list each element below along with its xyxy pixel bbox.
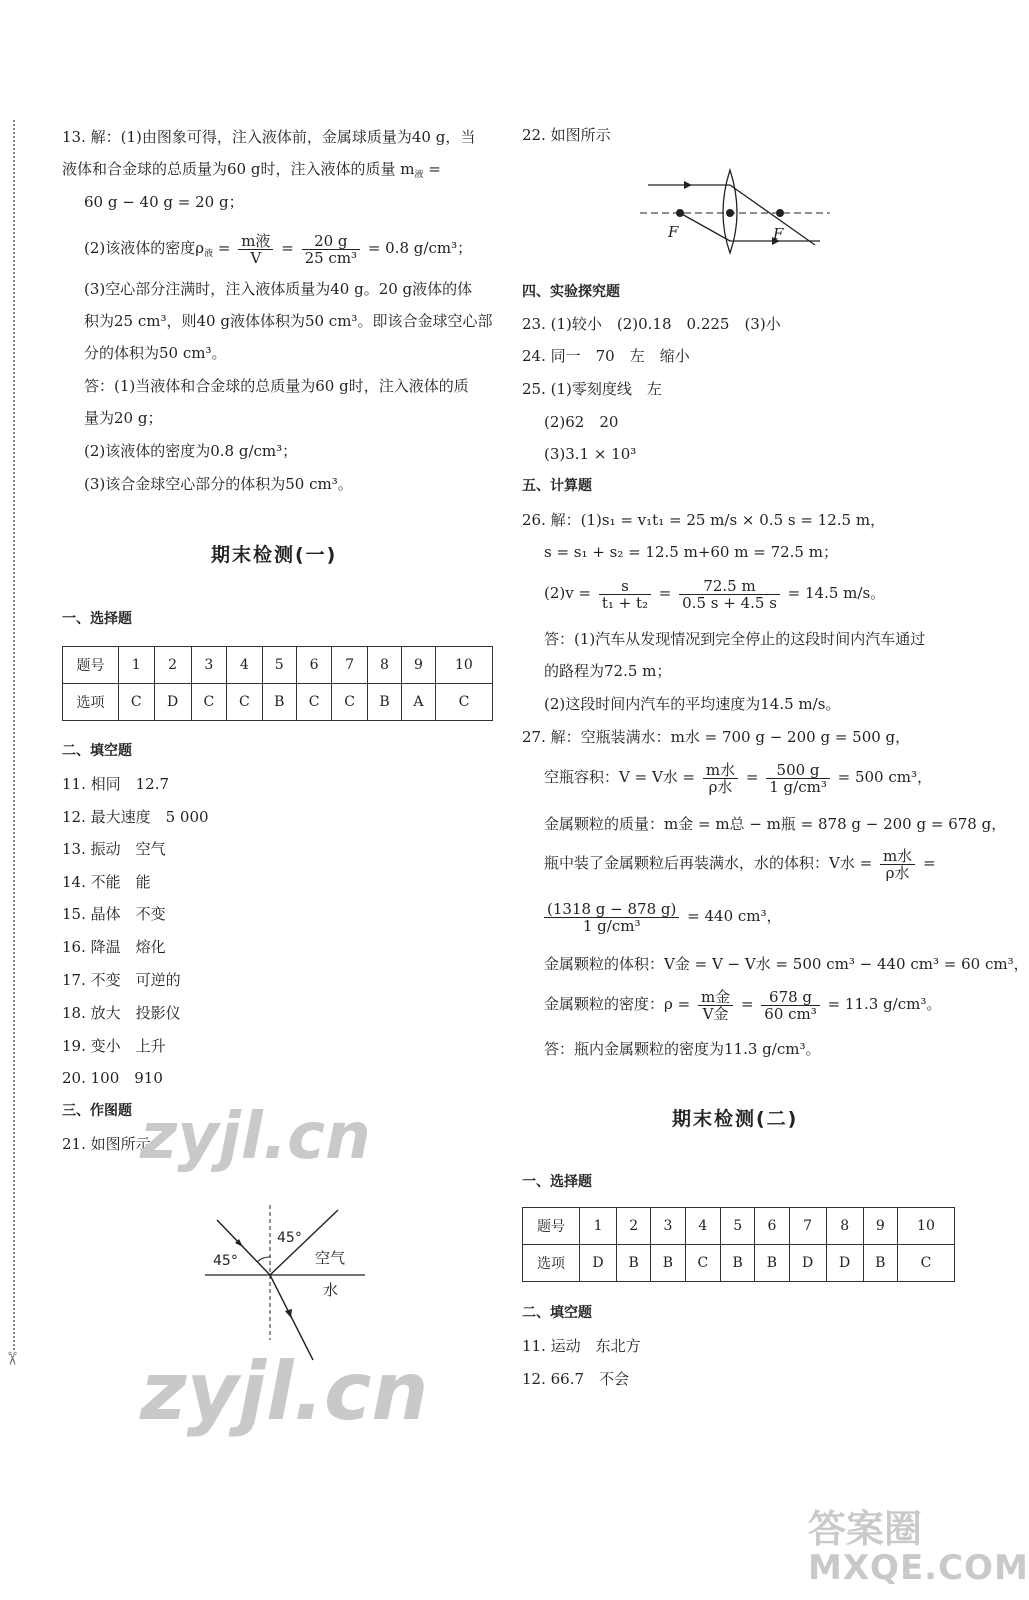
table-cell: B [617,1245,651,1282]
watermark-zyjl: zyjl.cn [140,1345,429,1438]
exp-item: 25. (1)零刻度线 左 [522,380,662,398]
table-cell: 3 [191,647,227,684]
q22-label: 22. 如图所示 [522,126,611,144]
fraction: $\frac{20 g}{\text{25 cm³}}$ [302,233,361,266]
fraction: $\frac{500 g}{\text{1 g/cm³}}$ [766,762,830,795]
q13-line7: 分的体积为50 cm³。 [84,344,227,362]
table-row [523,1208,955,1245]
watermark-daan: 答案圈 [808,1507,923,1551]
q13-line8: 答：(1)当液体和合金球的总质量为60 g时，注入液体的质 [84,377,469,395]
q26-speed-formula: (2)v = $\frac{s}{\text{t₁ + t₂}}$ = $\frac{72.5 m}{0.5 s + 4.5 s}$ = 14.5 m/s。 [544,576,886,612]
exam2-sec1: 一、选择题 [522,1174,592,1190]
q26-line4: 答：(1)汽车从发现情况到完全停止的这段时间内汽车通过 [544,630,926,648]
watermark-mxqe: MXQE.COM [808,1548,1029,1588]
table-cell: 9 [863,1208,897,1245]
table-cell: 8 [826,1208,863,1245]
table-cell: C [685,1245,721,1282]
table-cell: D [580,1245,617,1282]
fill-item: 19. 变小 上升 [62,1037,166,1055]
table-cell: B [262,684,296,721]
fraction: $\frac{(1318 g - 878 g)}{\text{1 g/cm³}}$ [544,901,679,934]
table-cell: C [119,684,155,721]
focal-point [676,209,684,217]
table-cell: D [789,1245,826,1282]
exam2-title: 期末检测(二) [672,1108,799,1130]
focal-label: F [668,223,679,241]
table-cell: D [826,1245,863,1282]
optical-center [726,209,734,217]
fill-item: 13. 振动 空气 [62,840,166,858]
fill-item: 11. 运动 东北方 [522,1337,641,1355]
angle-label: 45° [277,1230,302,1246]
scissors-icon: ✂ [1,1350,23,1367]
q13-line11: (3)该合金球空心部分的体积为50 cm³。 [84,475,353,493]
fill-item: 20. 100 910 [62,1069,163,1087]
table-row [63,647,493,684]
exam1-sec3: 三、作图题 [62,1103,132,1119]
fill-item: 12. 最大速度 5 000 [62,808,209,826]
q13-line1: 13. 解：(1)由图象可得，注入液体前，金属球质量为40 g，当 [62,128,476,146]
q27-density-formula: 金属颗粒的密度：ρ = $\frac{\text{m金}}{\text{V金}}$ = $\frac{678 g}{\text{60 cm³}}$ = 11.3 g/cm³。 [544,987,942,1023]
table-head: 选项 [63,684,119,721]
table-cell: 10 [897,1208,954,1245]
table-cell: C [435,684,492,721]
table-cell: 2 [617,1208,651,1245]
fraction: $\frac{678 g}{\text{60 cm³}}$ [761,989,820,1022]
q27-line3: 金属颗粒的质量：m金 = m总 − m瓶 = 878 g − 200 g = 678 g， [544,815,1007,833]
table-cell: D [154,684,191,721]
table-cell: 2 [154,647,191,684]
q27-line6: 金属颗粒的体积：V金 = V − V水 = 500 cm³ − 440 cm³ = 60 cm³， [544,955,1029,973]
fraction: $\frac{\text{m水}}{\text{ρ水}}$ [703,762,738,795]
arrow-icon [285,1309,292,1318]
fill-item: 15. 晶体 不变 [62,905,166,923]
fraction: $\frac{\text{m金}}{\text{V金}}$ [698,989,733,1022]
q26-line1: 26. 解：(1)s₁ = v₁t₁ = 25 m/s × 0.5 s = 12.5 m， [522,511,886,529]
fraction: $\frac{s}{\text{t₁ + t₂}}$ [599,578,651,611]
fill-item: 14. 不能 能 [62,873,151,891]
q27-line1: 27. 解：空瓶装满水：m水 = 700 g − 200 g = 500 g， [522,728,911,746]
arrow-icon [684,181,692,189]
table-cell: 5 [721,1208,755,1245]
table-cell: 1 [580,1208,617,1245]
fill-item: 17. 不变 可逆的 [62,971,181,989]
q13-line10: (2)该液体的密度为0.8 g/cm³； [84,442,298,460]
exp-item: (2)62 20 [544,413,619,431]
q26-line5: 的路程为72.5 m； [544,662,672,680]
table-cell: C [332,684,368,721]
q27-water-volume: 瓶中装了金属颗粒后再装满水，水的体积：V水 = $\frac{\text{m水}}{\text{ρ水}}$ = [544,846,936,882]
exam1-sec4: 四、实验探究题 [522,284,620,300]
watermark-zyjl: zyjl.cn [140,1100,371,1174]
q13-line3: 60 g − 40 g = 20 g； [84,193,244,211]
fill-item: 16. 降温 熔化 [62,938,166,956]
fill-item: 18. 放大 投影仪 [62,1004,181,1022]
water-label: 水 [323,1281,339,1299]
table-cell: 7 [332,647,368,684]
angle-arc [257,1257,270,1262]
exam2-sec2: 二、填空题 [522,1305,592,1321]
fraction: $\frac{\text{m液}}{V}$ [238,233,273,266]
cut-line [13,120,15,1350]
table-cell: 10 [435,647,492,684]
angle-label: 45° [213,1253,238,1269]
q27-answer: 答：瓶内金属颗粒的密度为11.3 g/cm³。 [544,1040,821,1058]
focal-point [776,209,784,217]
fraction: $\frac{72.5 m}{0.5 s + 4.5 s}$ [679,578,780,611]
table-cell: B [721,1245,755,1282]
air-label: 空气 [315,1249,346,1267]
table-head: 选项 [523,1245,580,1282]
lens-diagram [640,165,830,255]
q21-label: 21. 如图所示 [62,1135,151,1153]
fill-item: 12. 66.7 不会 [522,1370,630,1388]
table-cell: B [651,1245,685,1282]
table-cell: C [897,1245,954,1282]
q27-water-volume-result: $\frac{(1318 g - 878 g)}{\text{1 g/cm³}}$ = 440 cm³， [544,896,782,936]
table-cell: 8 [367,647,401,684]
table-cell: B [755,1245,789,1282]
exp-item: 23. (1)较小 (2)0.18 0.225 (3)小 [522,315,781,333]
q13-line9: 量为20 g； [84,409,163,427]
table-cell: B [863,1245,897,1282]
table-cell: C [191,684,227,721]
table-cell: 4 [227,647,263,684]
table-cell: B [367,684,401,721]
table-cell: 9 [402,647,436,684]
exp-item: 24. 同一 70 左 缩小 [522,347,690,365]
table-row [63,684,493,721]
q26-line2: s = s₁ + s₂ = 12.5 m+60 m = 72.5 m； [544,543,838,561]
table-cell: 1 [119,647,155,684]
q26-line6: (2)这段时间内汽车的平均速度为14.5 m/s。 [544,695,841,713]
table-cell: 7 [789,1208,826,1245]
table-head: 题号 [523,1208,580,1245]
table-cell: A [402,684,436,721]
table-head: 题号 [63,647,119,684]
exp-item: (3)3.1 × 10³ [544,445,637,463]
exam1-title: 期末检测(一) [211,544,338,566]
exam1-answer-table [62,646,493,721]
table-cell: 4 [685,1208,721,1245]
q13-line2: 液体和合金球的总质量为60 g时，注入液体的质量 $m_液$ = [62,160,441,180]
table-cell: 3 [651,1208,685,1245]
q27-volume-formula: 空瓶容积：V = V水 = $\frac{\text{m水}}{\text{ρ水}}$ = $\frac{500 g}{\text{1 g/cm³}}$ = 500 cm³， [544,760,932,796]
table-cell: 5 [262,647,296,684]
exam1-sec1: 一、选择题 [62,611,132,627]
table-cell: 6 [755,1208,789,1245]
exam1-sec5: 五、计算题 [522,478,592,494]
q13-line5: (3)空心部分注满时，注入液体质量为40 g。20 g液体的体 [84,280,473,298]
fraction: $\frac{\text{m水}}{\text{ρ水}}$ [880,848,915,881]
q13-density-formula: (2)该液体的密度$\rho_液$ = $\frac{\text{m液}}{V}$ = $\frac{20 g}{\text{25 cm³}}$ = 0.8 g/cm³； [84,231,473,267]
table-row [523,1245,955,1282]
q13-line6: 积为25 cm³，则40 g液体体积为50 cm³。即该合金球空心部 [84,312,493,330]
fill-item: 11. 相同 12.7 [62,775,170,793]
table-cell: 6 [296,647,332,684]
exam2-answer-table [522,1207,955,1282]
exam1-sec2: 二、填空题 [62,743,132,759]
table-cell: C [296,684,332,721]
table-cell: C [227,684,263,721]
focal-label: F [773,225,784,243]
